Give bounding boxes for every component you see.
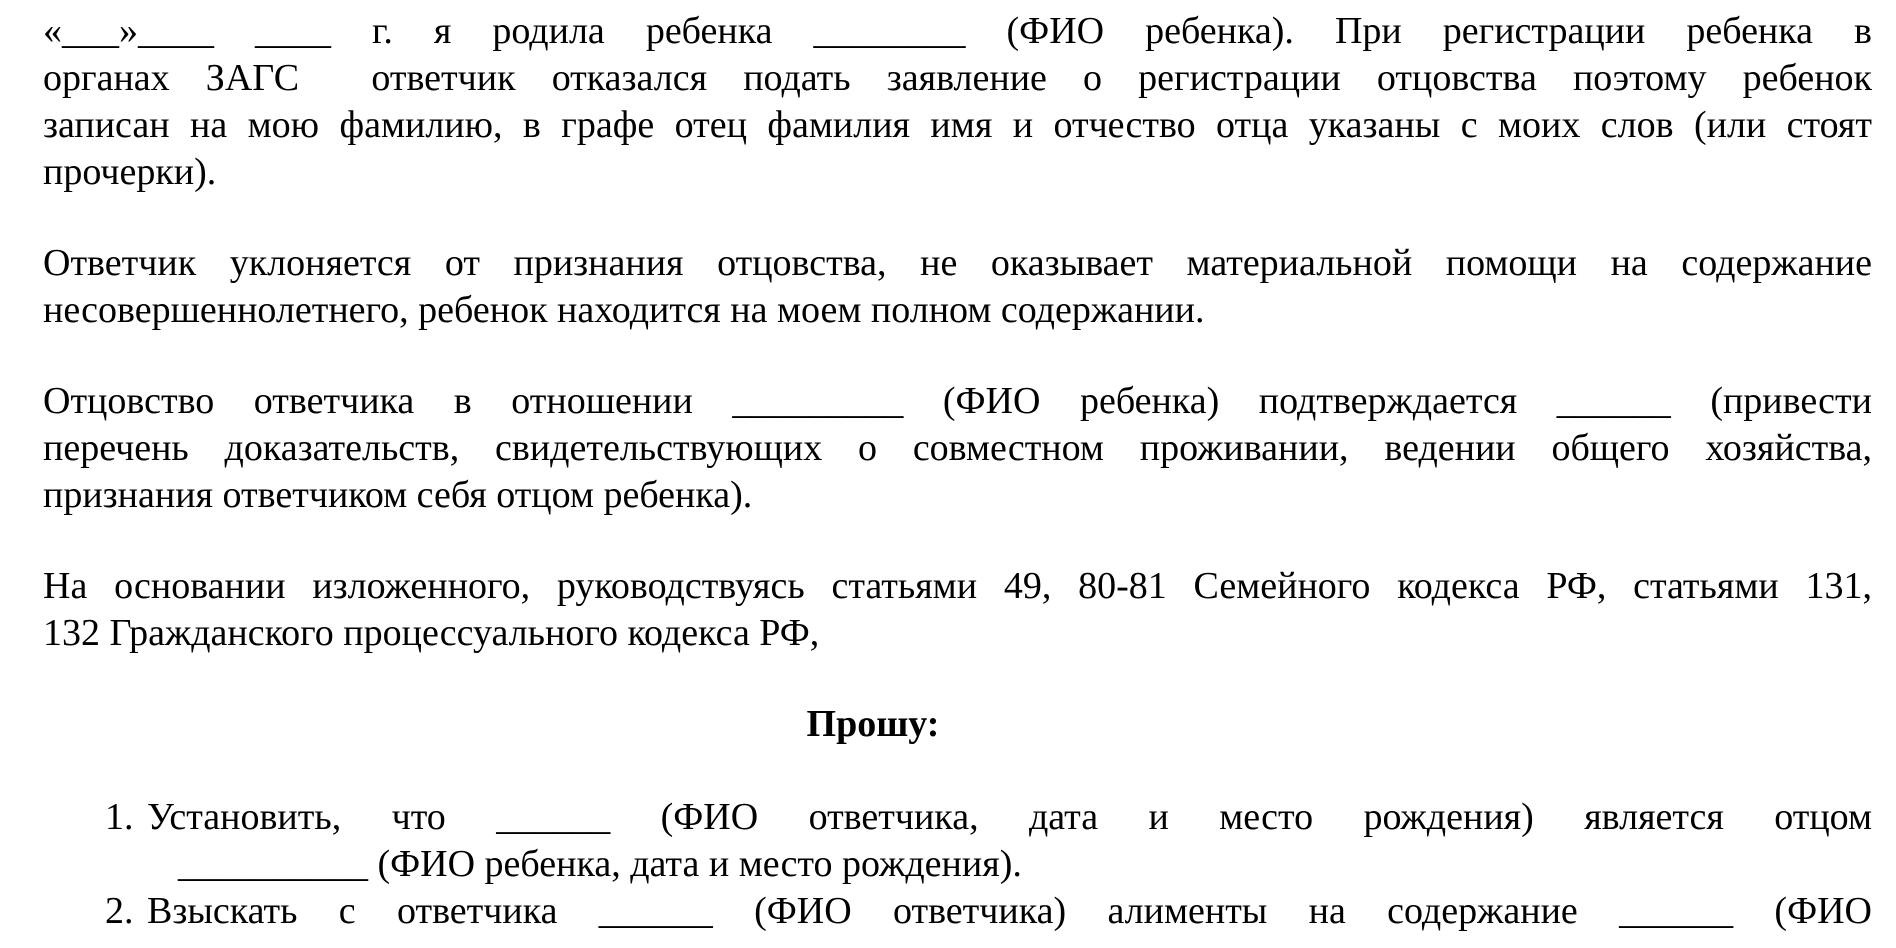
text-line: __________ (ФИО ребенка, дата и место рождения). [178,843,1022,885]
text-line: На основании изложенного, руководствуясь статьями 49, 80-81 Семейного кодекса РФ, статьями 131, [43,565,1872,607]
list-marker: 2. [105,890,134,932]
paragraph-paternity-proof [43,378,1872,519]
list-item-establish-paternity [43,794,1872,888]
list-marker: 1. [105,796,134,838]
text-line: Взыскать с ответчика ______ (ФИО ответчика) алименты на содержание ______ (ФИО [147,890,1872,932]
paragraph-birth-registration [43,8,1872,196]
text-line: признания ответчиком себя отцом ребенка). [43,474,753,516]
petition-heading: Прошу: [806,703,940,745]
text-line: перечень доказательств, свидетельствующих о совместном проживании, ведении общего хозяйства, [43,427,1872,469]
text-line: Отцовство ответчика в отношении _________ (ФИО ребенка) подтверждается ______ (привести [43,380,1872,422]
text-line: 132 Гражданского процессуального кодекса РФ, [43,612,820,654]
text-line: записан на мою фамилию, в графе отец фамилия имя и отчество отца указаны с моих слов (или стоят [43,104,1872,146]
text-line: «___»____ ____ г. я родила ребенка ________ (ФИО ребенка). При регистрации ребенка в [43,10,1872,52]
list-item-collect-alimony [43,888,1872,935]
text-line: несовершеннолетнего, ребенок находится на моем полном содержании. [43,289,1205,331]
text-line: Ответчик уклоняется от признания отцовства, не оказывает материальной помощи на содержание [43,242,1872,284]
paragraph-legal-grounds [43,563,1872,657]
petition-list [43,794,1872,935]
paragraph-defendant-evasion [43,240,1872,334]
text-line: Установить, что ______ (ФИО ответчика, дата и место рождения) является отцом [147,796,1872,838]
text-line: органах ЗАГС ответчик отказался подать заявление о регистрации отцовства поэтому ребенок [43,57,1872,99]
text-line: прочерки). [43,151,217,193]
